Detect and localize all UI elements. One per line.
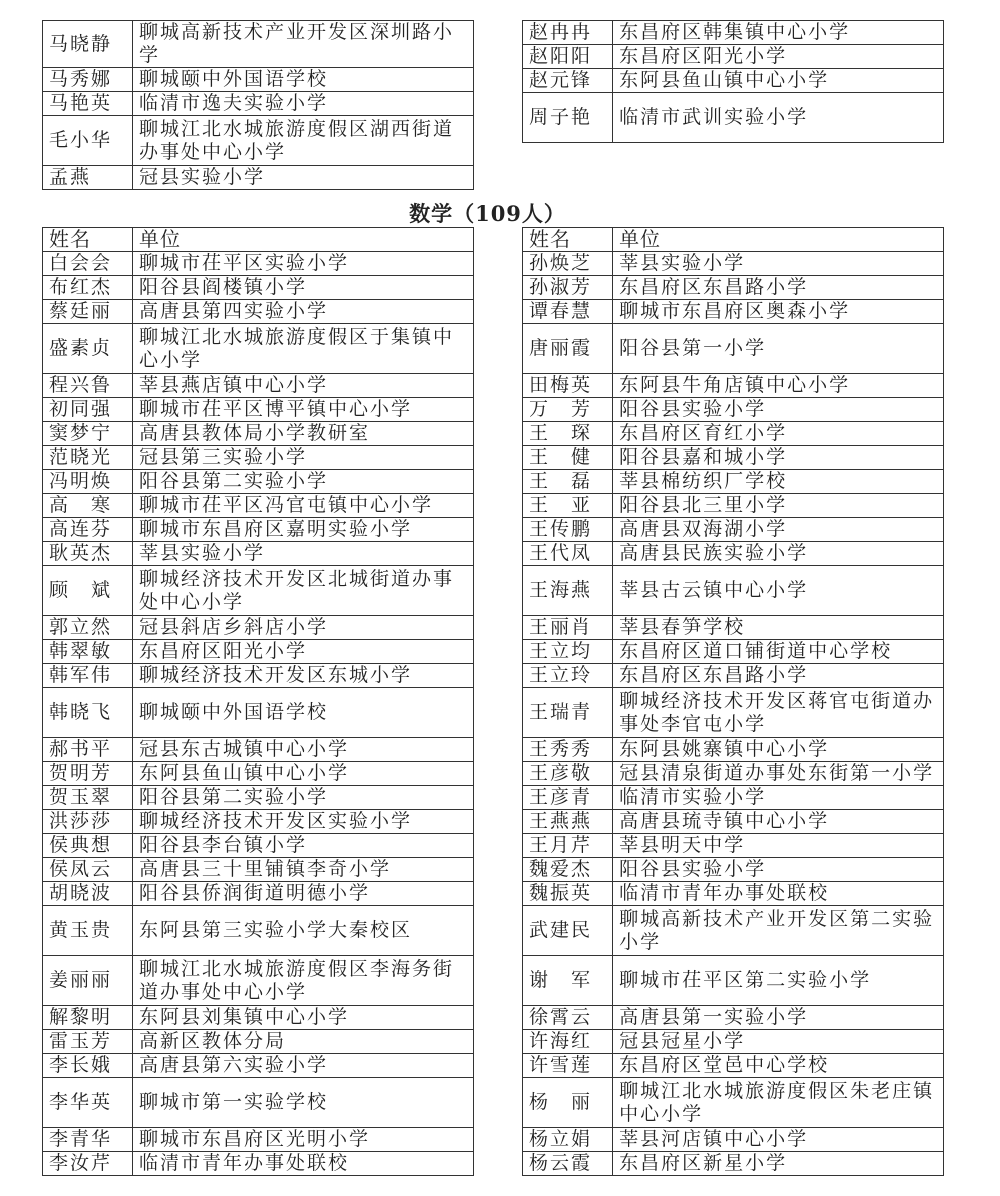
- name-cell: 万 芳: [523, 398, 613, 422]
- unit-cell: 莘县实验小学: [613, 252, 944, 276]
- unit-cell: 聊城颐中外国语学校: [133, 688, 474, 738]
- name-cell: 李汝芹: [43, 1152, 133, 1176]
- name-cell: 孟燕: [43, 166, 133, 190]
- table-row: [43, 1030, 474, 1054]
- table-row: [523, 738, 944, 762]
- table-row: [523, 542, 944, 566]
- table-row: [43, 688, 474, 738]
- table-row: [43, 664, 474, 688]
- name-cell: 马艳英: [43, 92, 133, 116]
- unit-cell: 临清市青年办事处联校: [613, 882, 944, 906]
- unit-header: 单位: [133, 228, 474, 252]
- table-row: [43, 1078, 474, 1128]
- table-row: [523, 906, 944, 956]
- table-row: [43, 738, 474, 762]
- name-cell: 武建民: [523, 906, 613, 956]
- name-cell: 王瑞青: [523, 688, 613, 738]
- table-row: [523, 470, 944, 494]
- unit-cell: 临清市实验小学: [613, 786, 944, 810]
- name-cell: 冯明焕: [43, 470, 133, 494]
- unit-cell: 高唐县三十里铺镇李奇小学: [133, 858, 474, 882]
- table-row: [43, 470, 474, 494]
- table-row: [523, 640, 944, 664]
- unit-cell: 冠县斜店乡斜店小学: [133, 616, 474, 640]
- name-cell: 王彦敬: [523, 762, 613, 786]
- unit-cell: 聊城颐中外国语学校: [133, 68, 474, 92]
- unit-cell: 阳谷县李台镇小学: [133, 834, 474, 858]
- name-cell: 王立玲: [523, 664, 613, 688]
- name-cell: 王海燕: [523, 566, 613, 616]
- unit-cell: 聊城市茌平区冯官屯镇中心小学: [133, 494, 474, 518]
- table-row: [43, 116, 474, 166]
- table-row: [523, 566, 944, 616]
- table-row: [43, 21, 474, 68]
- table-row: [43, 762, 474, 786]
- name-cell: 白会会: [43, 252, 133, 276]
- table-row: [43, 324, 474, 374]
- unit-cell: 聊城经济技术开发区蒋官屯街道办事处李官屯小学: [613, 688, 944, 738]
- name-cell: 王 健: [523, 446, 613, 470]
- unit-cell: 东阿县鱼山镇中心小学: [133, 762, 474, 786]
- unit-cell: 莘县明天中学: [613, 834, 944, 858]
- name-header: 姓名: [523, 228, 613, 252]
- table-row: [43, 956, 474, 1006]
- table-row: [523, 324, 944, 374]
- unit-cell: 阳谷县第二实验小学: [133, 786, 474, 810]
- unit-cell: 东阿县刘集镇中心小学: [133, 1006, 474, 1030]
- unit-cell: 临清市武训实验小学: [613, 93, 944, 143]
- name-cell: 顾 斌: [43, 566, 133, 616]
- name-cell: 孙焕芝: [523, 252, 613, 276]
- unit-cell: 聊城高新技术产业开发区深圳路小学: [133, 21, 474, 68]
- name-header: 姓名: [43, 228, 133, 252]
- table-row: [43, 906, 474, 956]
- unit-cell: 阳谷县北三里小学: [613, 494, 944, 518]
- name-cell: 韩军伟: [43, 664, 133, 688]
- table-row: [523, 1054, 944, 1078]
- table-row: [523, 494, 944, 518]
- name-cell: 王彦青: [523, 786, 613, 810]
- unit-cell: 高新区教体分局: [133, 1030, 474, 1054]
- table-row: [523, 422, 944, 446]
- unit-cell: 聊城市东昌府区光明小学: [133, 1128, 474, 1152]
- unit-cell: 高唐县琉寺镇中心小学: [613, 810, 944, 834]
- name-cell: 窦梦宁: [43, 422, 133, 446]
- math-right-table: [522, 227, 944, 1176]
- unit-cell: 聊城经济技术开发区实验小学: [133, 810, 474, 834]
- table-row: [523, 616, 944, 640]
- unit-cell: 聊城江北水城旅游度假区湖西街道办事处中心小学: [133, 116, 474, 166]
- table-row: [43, 300, 474, 324]
- name-cell: 高 寒: [43, 494, 133, 518]
- unit-cell: 阳谷县嘉和城小学: [613, 446, 944, 470]
- name-cell: 王 琛: [523, 422, 613, 446]
- name-cell: 王 磊: [523, 470, 613, 494]
- unit-cell: 阳谷县第一小学: [613, 324, 944, 374]
- name-cell: 赵元锋: [523, 69, 613, 93]
- name-cell: 唐丽霞: [523, 324, 613, 374]
- table-row: [523, 374, 944, 398]
- table-row: [43, 518, 474, 542]
- name-cell: 王月芹: [523, 834, 613, 858]
- table-row: [523, 276, 944, 300]
- table-row: [43, 1128, 474, 1152]
- name-cell: 洪莎莎: [43, 810, 133, 834]
- name-cell: 谭春慧: [523, 300, 613, 324]
- name-cell: 田梅英: [523, 374, 613, 398]
- name-cell: 王 亚: [523, 494, 613, 518]
- unit-cell: 东阿县第三实验小学大秦校区: [133, 906, 474, 956]
- unit-cell: 临清市青年办事处联校: [133, 1152, 474, 1176]
- unit-cell: 莘县古云镇中心小学: [613, 566, 944, 616]
- unit-cell: 阳谷县侨润街道明德小学: [133, 882, 474, 906]
- table-row: [523, 956, 944, 1006]
- table-row: [523, 786, 944, 810]
- unit-cell: 东昌府区阳光小学: [133, 640, 474, 664]
- name-cell: 王丽肖: [523, 616, 613, 640]
- table-row: [523, 1006, 944, 1030]
- name-cell: 耿英杰: [43, 542, 133, 566]
- header-row: [43, 228, 474, 252]
- table-row: [43, 92, 474, 116]
- unit-cell: 东阿县鱼山镇中心小学: [613, 69, 944, 93]
- name-cell: 魏振英: [523, 882, 613, 906]
- name-cell: 李华英: [43, 1078, 133, 1128]
- table-row: [523, 762, 944, 786]
- table-row: [523, 398, 944, 422]
- table-row: [43, 1006, 474, 1030]
- unit-cell: 高唐县教体局小学教研室: [133, 422, 474, 446]
- table-row: [523, 882, 944, 906]
- table-row: [43, 374, 474, 398]
- name-cell: 周子艳: [523, 93, 613, 143]
- table-row: [43, 616, 474, 640]
- name-cell: 黄玉贵: [43, 906, 133, 956]
- name-cell: 毛小华: [43, 116, 133, 166]
- unit-cell: 东昌府区东昌路小学: [613, 276, 944, 300]
- name-cell: 布红杰: [43, 276, 133, 300]
- name-cell: 韩晓飞: [43, 688, 133, 738]
- name-cell: 杨 丽: [523, 1078, 613, 1128]
- name-cell: 王立均: [523, 640, 613, 664]
- table-row: [523, 834, 944, 858]
- table-row: [43, 542, 474, 566]
- table-row: [43, 422, 474, 446]
- name-cell: 初同强: [43, 398, 133, 422]
- unit-cell: 莘县春笋学校: [613, 616, 944, 640]
- unit-cell: 冠县清泉街道办事处东街第一小学: [613, 762, 944, 786]
- unit-cell: 聊城市东昌府区嘉明实验小学: [133, 518, 474, 542]
- name-cell: 胡晓波: [43, 882, 133, 906]
- table-row: [523, 1078, 944, 1128]
- unit-cell: 东阿县牛角店镇中心小学: [613, 374, 944, 398]
- table-row: [523, 664, 944, 688]
- table-row: [43, 810, 474, 834]
- name-cell: 蔡廷丽: [43, 300, 133, 324]
- name-cell: 徐霄云: [523, 1006, 613, 1030]
- name-cell: 贺明芳: [43, 762, 133, 786]
- header-row: [523, 228, 944, 252]
- name-cell: 孙淑芳: [523, 276, 613, 300]
- table-row: [523, 446, 944, 470]
- unit-cell: 冠县冠星小学: [613, 1030, 944, 1054]
- table-row: [43, 640, 474, 664]
- table-row: [43, 882, 474, 906]
- table-row: [523, 252, 944, 276]
- unit-cell: 高唐县民族实验小学: [613, 542, 944, 566]
- table-row: [43, 68, 474, 92]
- table-row: [43, 566, 474, 616]
- unit-cell: 聊城市东昌府区奥森小学: [613, 300, 944, 324]
- unit-cell: 冠县东古城镇中心小学: [133, 738, 474, 762]
- name-cell: 郭立然: [43, 616, 133, 640]
- unit-cell: 东昌府区新星小学: [613, 1152, 944, 1176]
- table-row: [43, 276, 474, 300]
- unit-header: 单位: [613, 228, 944, 252]
- table-row: [523, 810, 944, 834]
- table-row: [523, 69, 944, 93]
- name-cell: 高连芬: [43, 518, 133, 542]
- table-row: [523, 21, 944, 45]
- unit-cell: 临清市逸夫实验小学: [133, 92, 474, 116]
- table-row: [43, 834, 474, 858]
- name-cell: 韩翠敏: [43, 640, 133, 664]
- name-cell: 李长娥: [43, 1054, 133, 1078]
- unit-cell: 聊城江北水城旅游度假区朱老庄镇中心小学: [613, 1078, 944, 1128]
- table-row: [43, 1152, 474, 1176]
- name-cell: 王代凤: [523, 542, 613, 566]
- unit-cell: 东昌府区东昌路小学: [613, 664, 944, 688]
- unit-cell: 冠县第三实验小学: [133, 446, 474, 470]
- name-cell: 马晓静: [43, 21, 133, 68]
- unit-cell: 高唐县第四实验小学: [133, 300, 474, 324]
- table-row: [523, 45, 944, 69]
- table-row: [523, 1128, 944, 1152]
- unit-cell: 聊城市第一实验学校: [133, 1078, 474, 1128]
- table-row: [43, 252, 474, 276]
- unit-cell: 莘县燕店镇中心小学: [133, 374, 474, 398]
- name-cell: 马秀娜: [43, 68, 133, 92]
- unit-cell: 高唐县第一实验小学: [613, 1006, 944, 1030]
- name-cell: 雷玉芳: [43, 1030, 133, 1054]
- unit-cell: 东昌府区韩集镇中心小学: [613, 21, 944, 45]
- name-cell: 杨立娟: [523, 1128, 613, 1152]
- unit-cell: 高唐县双海湖小学: [613, 518, 944, 542]
- name-cell: 侯凤云: [43, 858, 133, 882]
- table-row: [523, 1030, 944, 1054]
- unit-cell: 聊城江北水城旅游度假区于集镇中心小学: [133, 324, 474, 374]
- name-cell: 王燕燕: [523, 810, 613, 834]
- top-left-table: [42, 20, 474, 190]
- name-cell: 杨云霞: [523, 1152, 613, 1176]
- name-cell: 贺玉翠: [43, 786, 133, 810]
- name-cell: 郝书平: [43, 738, 133, 762]
- table-row: [43, 1054, 474, 1078]
- top-right-table: [522, 20, 944, 143]
- unit-cell: 阳谷县实验小学: [613, 858, 944, 882]
- unit-cell: 东阿县姚寨镇中心小学: [613, 738, 944, 762]
- unit-cell: 东昌府区育红小学: [613, 422, 944, 446]
- section-title: 数学（109人）: [409, 201, 566, 226]
- unit-cell: 高唐县第六实验小学: [133, 1054, 474, 1078]
- unit-cell: 阳谷县第二实验小学: [133, 470, 474, 494]
- name-cell: 解黎明: [43, 1006, 133, 1030]
- name-cell: 盛素贞: [43, 324, 133, 374]
- unit-cell: 东昌府区道口铺街道中心学校: [613, 640, 944, 664]
- table-row: [523, 1152, 944, 1176]
- name-cell: 侯典想: [43, 834, 133, 858]
- math-left-table: [42, 227, 474, 1176]
- table-row: [523, 688, 944, 738]
- table-row: [43, 858, 474, 882]
- unit-cell: 阳谷县阎楼镇小学: [133, 276, 474, 300]
- name-cell: 范晓光: [43, 446, 133, 470]
- name-cell: 姜丽丽: [43, 956, 133, 1006]
- name-cell: 谢 军: [523, 956, 613, 1006]
- unit-cell: 莘县实验小学: [133, 542, 474, 566]
- table-row: [43, 446, 474, 470]
- unit-cell: 聊城市茌平区实验小学: [133, 252, 474, 276]
- name-cell: 王秀秀: [523, 738, 613, 762]
- table-row: [43, 398, 474, 422]
- name-cell: 许海红: [523, 1030, 613, 1054]
- table-row: [523, 858, 944, 882]
- name-cell: 魏爱杰: [523, 858, 613, 882]
- name-cell: 王传鹏: [523, 518, 613, 542]
- name-cell: 许雪莲: [523, 1054, 613, 1078]
- unit-cell: 聊城江北水城旅游度假区李海务街道办事处中心小学: [133, 956, 474, 1006]
- table-row: [523, 93, 944, 143]
- unit-cell: 聊城市茌平区第二实验小学: [613, 956, 944, 1006]
- table-row: [523, 518, 944, 542]
- unit-cell: 莘县河店镇中心小学: [613, 1128, 944, 1152]
- name-cell: 李青华: [43, 1128, 133, 1152]
- name-cell: 程兴鲁: [43, 374, 133, 398]
- table-row: [523, 300, 944, 324]
- table-row: [43, 494, 474, 518]
- unit-cell: 阳谷县实验小学: [613, 398, 944, 422]
- unit-cell: 聊城经济技术开发区北城街道办事处中心小学: [133, 566, 474, 616]
- unit-cell: 聊城高新技术产业开发区第二实验小学: [613, 906, 944, 956]
- unit-cell: 聊城经济技术开发区东城小学: [133, 664, 474, 688]
- unit-cell: 冠县实验小学: [133, 166, 474, 190]
- name-cell: 赵冉冉: [523, 21, 613, 45]
- table-row: [43, 786, 474, 810]
- unit-cell: 聊城市茌平区博平镇中心小学: [133, 398, 474, 422]
- unit-cell: 莘县棉纺织厂学校: [613, 470, 944, 494]
- name-cell: 赵阳阳: [523, 45, 613, 69]
- table-row: [43, 166, 474, 190]
- unit-cell: 东昌府区阳光小学: [613, 45, 944, 69]
- unit-cell: 东昌府区堂邑中心学校: [613, 1054, 944, 1078]
